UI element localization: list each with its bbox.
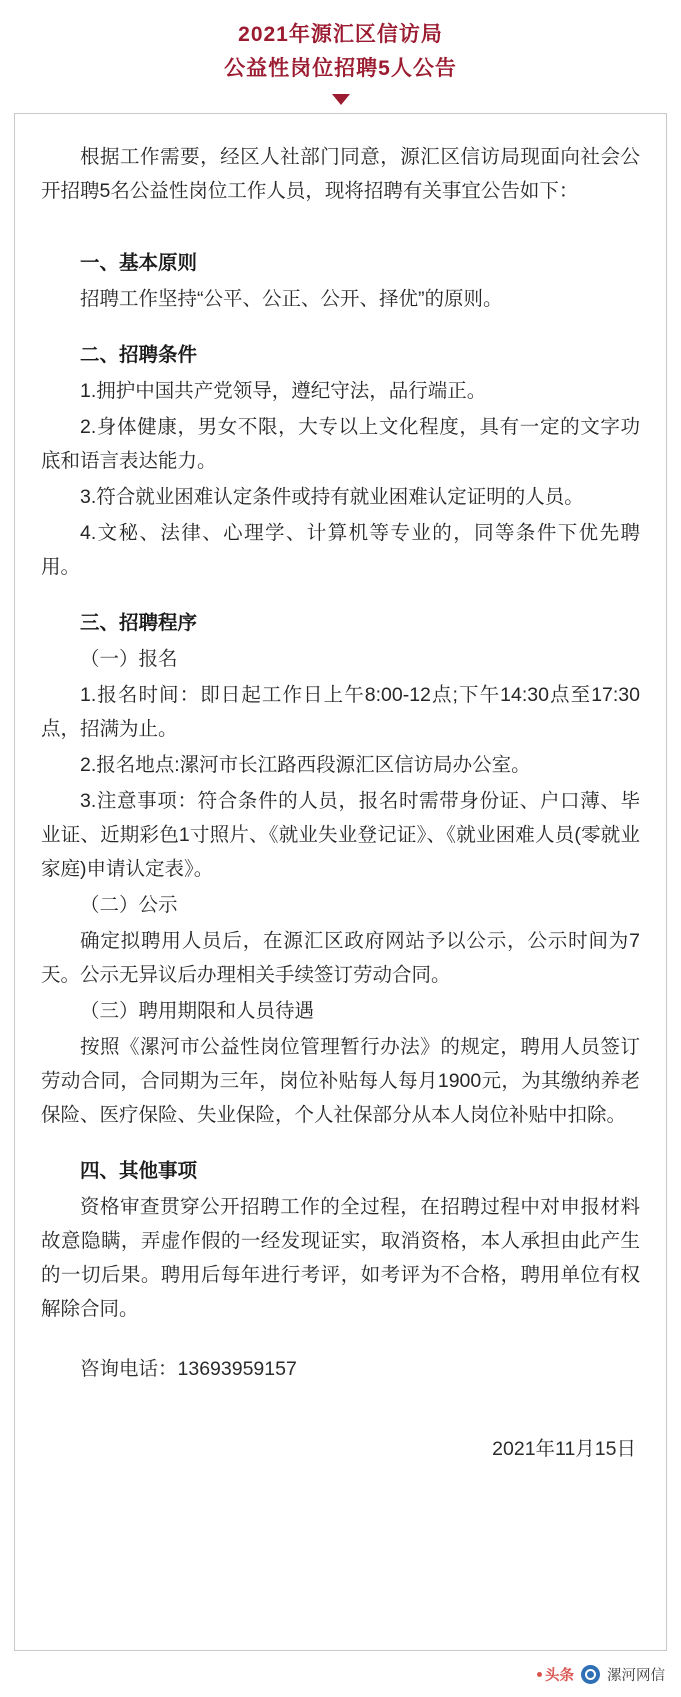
footer-bar bbox=[0, 1651, 681, 1697]
section-2-paragraph-3: 3.符合就业困难认定条件或持有就业困难认定证明的人员。 bbox=[80, 486, 584, 508]
section-2-paragraph-4: 4.文秘、法律、心理学、计算机等专业的，同等条件下优先聘用。 bbox=[41, 522, 640, 578]
section-3-paragraph-8: 按照《漯河市公益性岗位管理暂行办法》的规定，聘用人员签订劳动合同，合同期为三年，岗位补贴每人每月1900元，为其缴纳养老保险、医疗保险、失业保险，个人社保部分从本人岗位补贴中扣除。 bbox=[41, 1036, 640, 1126]
toutiao-logo-icon bbox=[537, 1664, 574, 1685]
contact-phone-line: 咨询电话：13693959157 bbox=[80, 1358, 297, 1380]
triangle-down-icon bbox=[332, 94, 350, 105]
section-2-paragraph-1: 1.拥护中国共产党领导，遵纪守法，品行端正。 bbox=[80, 380, 487, 402]
page-title-line-2: 公益性岗位招聘5人公告 bbox=[224, 57, 457, 80]
publish-date: 2021年11月15日 bbox=[492, 1438, 636, 1460]
title-block bbox=[0, 0, 681, 105]
toutiao-dot-icon bbox=[537, 1672, 542, 1677]
page-title-line-1: 2021年源汇区信访局 bbox=[238, 23, 443, 46]
section-3-paragraph-4: 3.注意事项：符合条件的人员，报名时需带身份证、户口薄、毕业证、近期彩色1寸照片、《就业失业登记证》、《就业困难人员(零就业家庭)申请认定表》。 bbox=[41, 790, 640, 880]
account-name: 漯河网信 bbox=[607, 1667, 665, 1684]
section-heading-2: 二、招聘条件 bbox=[80, 344, 198, 366]
section-2-paragraph-2: 2.身体健康，男女不限，大专以上文化程度，具有一定的文字功底和语言表达能力。 bbox=[41, 416, 640, 472]
spacer bbox=[41, 210, 640, 224]
footer-attribution bbox=[537, 1664, 665, 1685]
section-3-paragraph-5: （二）公示 bbox=[80, 894, 178, 916]
section-4-paragraph-1: 资格审查贯穿公开招聘工作的全过程，在招聘过程中对申报材料故意隐瞒，弄虚作假的一经发现证实，取消资格，本人承担由此产生的一切后果。聘用后每年进行考评，如考评为不合格，聘用单位有权解除合同。 bbox=[41, 1196, 640, 1320]
section-3-paragraph-1: （一）报名 bbox=[80, 648, 178, 670]
avatar bbox=[581, 1665, 600, 1684]
section-3-paragraph-3: 2.报名地点:漯河市长江路西段源汇区信访局办公室。 bbox=[80, 754, 531, 776]
platform-label: 头条 bbox=[545, 1667, 574, 1684]
section-3-paragraph-2: 1.报名时间：即日起工作日上午8:00-12点;下午14:30点至17:30点，招满为止。 bbox=[41, 684, 640, 740]
section-heading-3: 三、招聘程序 bbox=[80, 612, 198, 634]
section-heading-1: 一、基本原则 bbox=[80, 252, 198, 274]
section-3-paragraph-7: （三）聘用期限和人员待遇 bbox=[80, 1000, 315, 1022]
intro-paragraph: 根据工作需要，经区人社部门同意，源汇区信访局现面向社会公开招聘5名公益性岗位工作人员，现将招聘有关事宜公告如下： bbox=[41, 146, 640, 202]
section-heading-4: 四、其他事项 bbox=[80, 1160, 198, 1182]
section-1-paragraph-1: 招聘工作坚持“公平、公正、公开、择优”的原则。 bbox=[80, 288, 503, 310]
section-3-paragraph-6: 确定拟聘用人员后，在源汇区政府网站予以公示，公示时间为7天。公示无异议后办理相关手续签订劳动合同。 bbox=[41, 930, 640, 986]
content-box bbox=[14, 113, 667, 1651]
